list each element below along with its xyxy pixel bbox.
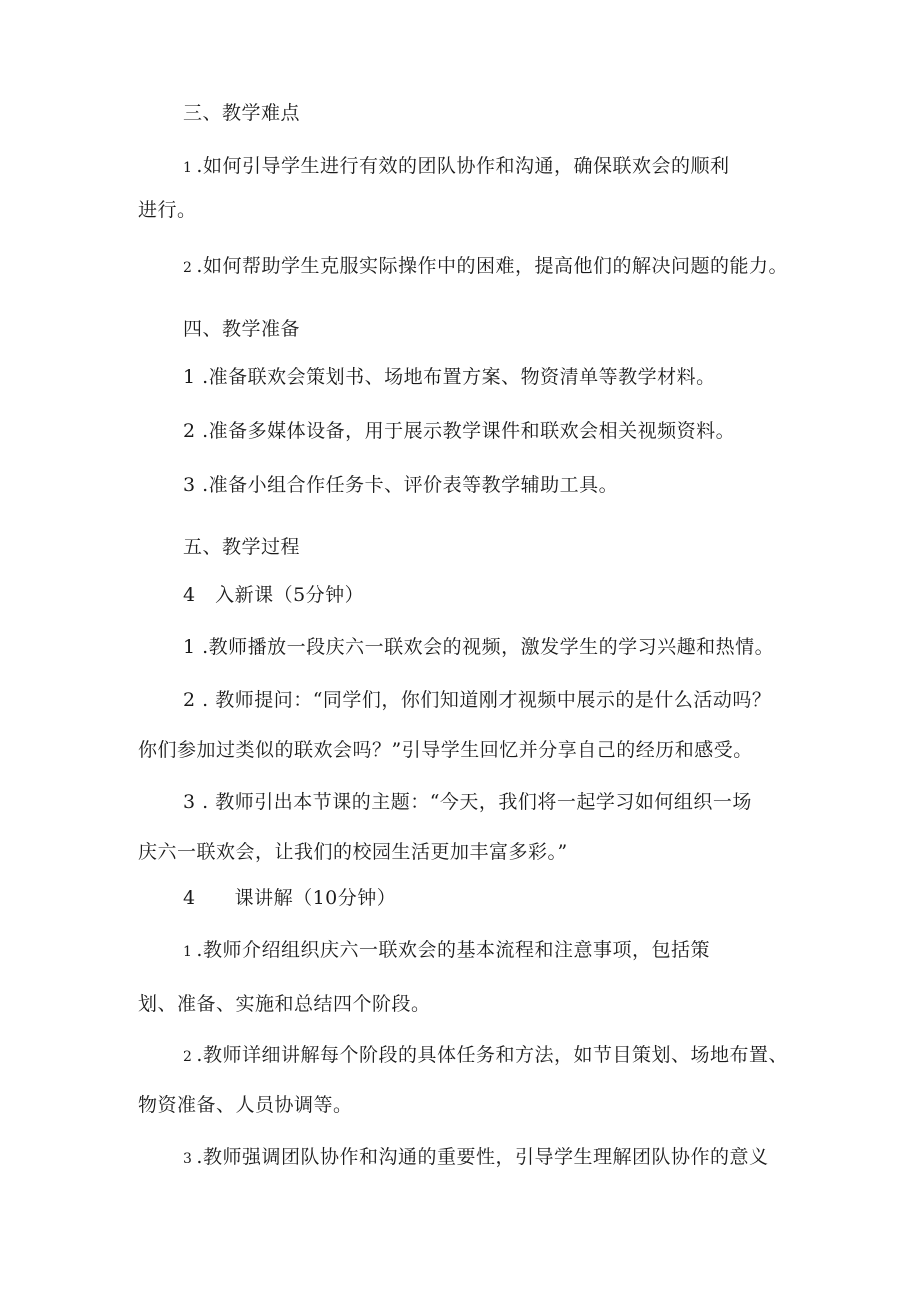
difficulty-item-1-continued: 进行。	[138, 199, 197, 221]
section-heading-teaching-process: 五、教学过程	[183, 536, 301, 558]
section-heading-teaching-preparation: 四、教学准备	[183, 318, 301, 340]
item-number: 2	[183, 260, 193, 276]
item-number: 2	[183, 1049, 193, 1065]
lecture-item-1	[183, 938, 710, 964]
lecture-item-1-continued: 划、准备、实施和总结四个阶段。	[138, 993, 431, 1015]
preparation-item-3: 3 .准备小组合作任务卡、评价表等教学辅助工具。	[183, 474, 619, 496]
difficulty-item-1	[183, 154, 729, 180]
preparation-item-2: 2 .准备多媒体设备，用于展示教学课件和联欢会相关视频资料。	[183, 420, 736, 442]
subheading-intro: 4 入新课（5分钟）	[183, 584, 365, 606]
preparation-item-1: 1 .准备联欢会策划书、场地布置方案、物资清单等教学材料。	[183, 366, 716, 388]
subheading-lecture: 4 课讲解（10分钟）	[183, 887, 397, 909]
process-intro-item-2: 2 . 教师提问：“同学们，你们知道刚才视频中展示的是什么活动吗？	[183, 689, 772, 711]
process-intro-item-1: 1 .教师播放一段庆六一联欢会的视频，激发学生的学习兴趣和热情。	[183, 636, 775, 658]
lecture-item-2	[183, 1043, 788, 1069]
process-intro-item-3-continued: 庆六一联欢会，让我们的校园生活更加丰富多彩。”	[138, 841, 568, 863]
item-text: .教师强调团队协作和沟通的重要性，引导学生理解团队协作的意义	[196, 1146, 769, 1168]
item-text: .如何帮助学生克服实际操作中的困难，提高他们的解决问题的能力。	[196, 255, 788, 277]
lecture-item-2-continued: 物资准备、人员协调等。	[138, 1094, 353, 1116]
item-number: 1	[183, 160, 193, 176]
difficulty-item-2	[183, 254, 788, 280]
process-intro-item-3: 3 . 教师引出本节课的主题：“今天，我们将一起学习如何组织一场	[183, 791, 752, 813]
item-number: 3	[183, 1151, 193, 1167]
item-text: .教师详细讲解每个阶段的具体任务和方法，如节目策划、场地布置、	[196, 1044, 788, 1066]
lecture-item-3	[183, 1145, 768, 1171]
item-text: .教师介绍组织庆六一联欢会的基本流程和注意事项，包括策	[196, 939, 710, 961]
item-number: 1	[183, 944, 193, 960]
section-heading-teaching-difficulties: 三、教学难点	[183, 102, 301, 124]
process-intro-item-2-continued: 你们参加过类似的联欢会吗？”引导学生回忆并分享自己的经历和感受。	[138, 739, 753, 761]
item-text: .如何引导学生进行有效的团队协作和沟通，确保联欢会的顺利	[196, 155, 730, 177]
